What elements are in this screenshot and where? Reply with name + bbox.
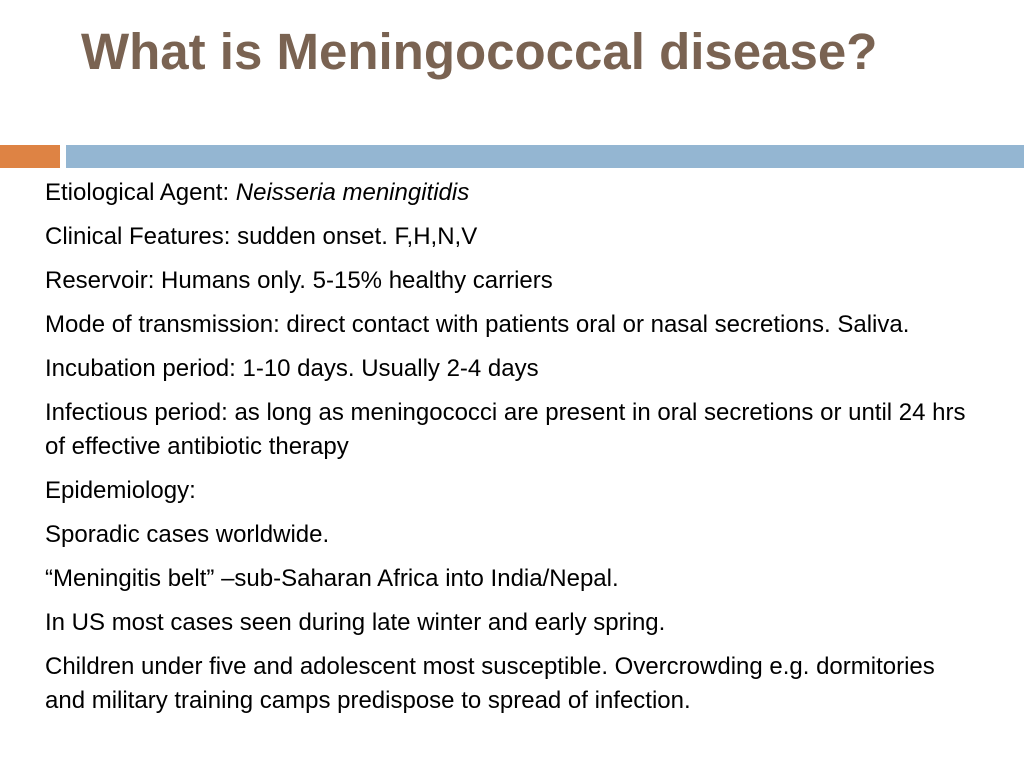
bullet-reservoir: Reservoir: Humans only. 5-15% healthy carriers (45, 267, 553, 294)
bullet-mode-of-transmission: Mode of transmission: direct contact with patients oral or nasal secretions. Saliva. (45, 311, 910, 338)
bullet-clinical-features: Clinical Features: sudden onset. F,H,N,V (45, 223, 478, 250)
title-accent-blue-bar (66, 145, 1024, 168)
bullet-meningitis-belt: “Meningitis belt” –sub-Saharan Africa into India/Nepal. (45, 565, 619, 592)
bullet-incubation-period: Incubation period: 1-10 days. Usually 2-4 days (45, 355, 539, 382)
bullet-susceptible-groups: Children under five and adolescent most susceptible. Overcrowding e.g. dormitories and military training camps predispose to spread of infection. (45, 653, 935, 714)
title-accent-orange-bar (0, 145, 60, 168)
bullet-us-seasonality: In US most cases seen during late winter and early spring. (45, 609, 666, 636)
bullet-sporadic-cases: Sporadic cases worldwide. (45, 521, 330, 548)
bullet-epidemiology: Epidemiology: (45, 477, 196, 504)
bullet-emphasis: Neisseria meningitidis (235, 179, 470, 206)
slide-body-list (45, 176, 980, 728)
bullet-etiological-agent (45, 176, 980, 210)
slide-title: What is Meningococcal disease? (81, 23, 878, 80)
bullet-label: Etiological Agent: (45, 179, 236, 206)
bullet-infectious-period: Infectious period: as long as meningococci are present in oral secretions or until 24 hrs of effective antibiotic therapy (45, 399, 966, 460)
